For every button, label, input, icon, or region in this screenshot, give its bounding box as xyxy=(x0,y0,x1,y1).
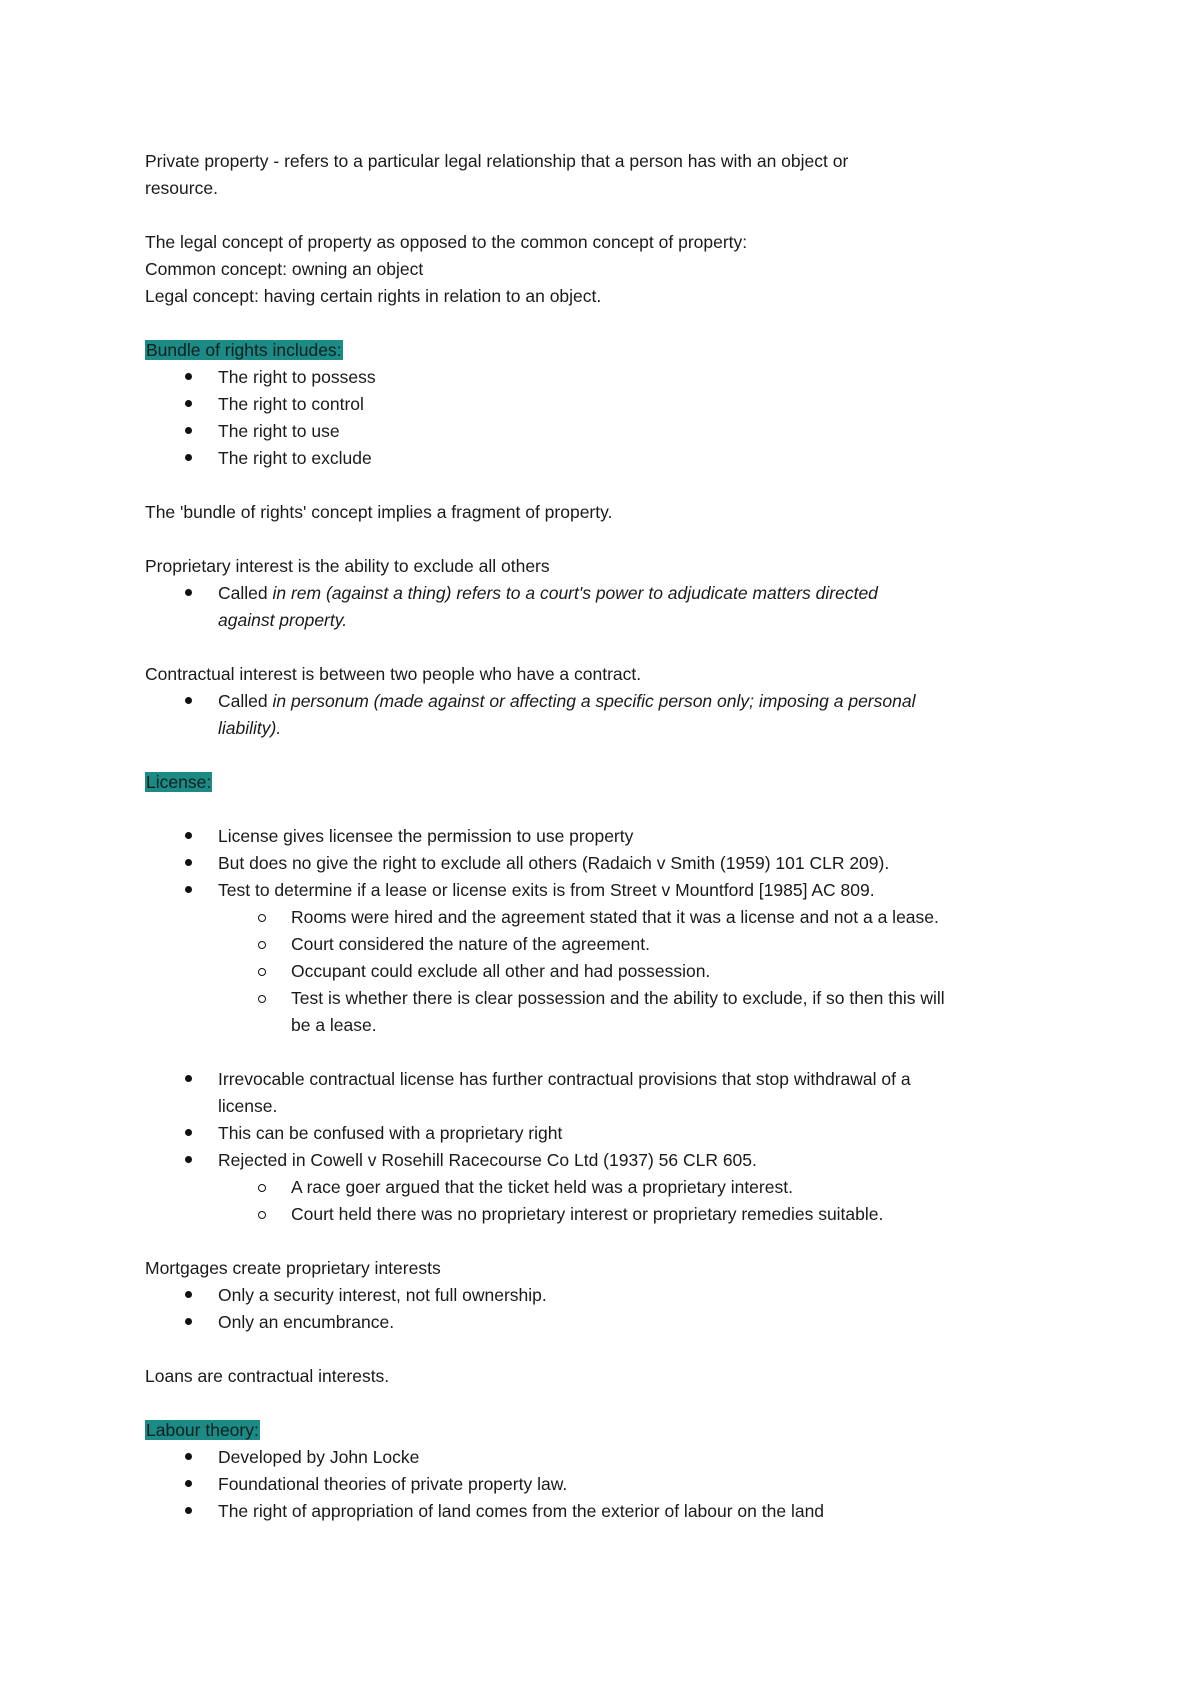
intro-line-1: Private property - refers to a particular legal relationship that a person has with an object or xyxy=(145,151,849,171)
intro-line-2: resource. xyxy=(145,178,218,198)
item-text: Irrevocable contractual license has further contractual provisions that stop withdrawal of a xyxy=(218,1069,911,1089)
list-item: This can be confused with a proprietary right xyxy=(145,1120,1075,1147)
list-item xyxy=(145,580,1075,634)
called-prefix: Called xyxy=(218,583,273,603)
sub-list-item: Court considered the nature of the agreement. xyxy=(145,931,1075,958)
bundle-list xyxy=(145,364,1075,472)
loans-line: Loans are contractual interests. xyxy=(145,1366,390,1386)
list-item: The right to exclude xyxy=(145,445,1075,472)
license-heading xyxy=(145,769,1075,796)
mortgages-list xyxy=(145,1282,1075,1336)
list-item: The right to use xyxy=(145,418,1075,445)
common-concept: Common concept: owning an object xyxy=(145,259,424,279)
list-item: Test to determine if a lease or license exits is from Street v Mountford [1985] AC 809. xyxy=(145,877,1075,904)
bundle-heading xyxy=(145,337,1075,364)
contractual-heading: Contractual interest is between two people who have a contract. xyxy=(145,664,642,684)
labour-list xyxy=(145,1444,1075,1525)
sub-list-item: A race goer argued that the ticket held was a proprietary interest. xyxy=(145,1174,1075,1201)
list-item: The right to possess xyxy=(145,364,1075,391)
list-item: Only an encumbrance. xyxy=(145,1309,1075,1336)
proprietary-heading: Proprietary interest is the ability to exclude all others xyxy=(145,556,550,576)
list-item: But does no give the right to exclude all others (Radaich v Smith (1959) 101 CLR 209). xyxy=(145,850,1075,877)
bundle-note: The 'bundle of rights' concept implies a fragment of property. xyxy=(145,502,613,522)
highlight-bundle: Bundle of rights includes: xyxy=(146,340,342,360)
contractual-list xyxy=(145,688,1075,742)
license-list-2 xyxy=(145,1066,1075,1228)
list-item: License gives licensee the permission to use property xyxy=(145,823,1075,850)
list-item xyxy=(145,688,1075,742)
list-item xyxy=(145,1066,1075,1120)
labour-heading xyxy=(145,1417,1075,1444)
legal-concept: Legal concept: having certain rights in relation to an object. xyxy=(145,286,602,306)
list-item: Rejected in Cowell v Rosehill Racecourse Co Ltd (1937) 56 CLR 605. xyxy=(145,1147,1075,1174)
list-item: The right of appropriation of land comes from the exterior of labour on the land xyxy=(145,1498,1075,1525)
sub-item-text-cont: be a lease. xyxy=(291,1015,377,1035)
in-personum-definition-cont: liability). xyxy=(218,718,282,738)
item-text-cont: license. xyxy=(218,1096,278,1116)
document-page xyxy=(145,148,1075,1525)
list-item: The right to control xyxy=(145,391,1075,418)
mortgages-heading: Mortgages create proprietary interests xyxy=(145,1258,441,1278)
in-rem-definition: in rem (against a thing) refers to a court's power to adjudicate matters directed xyxy=(272,583,878,603)
sub-item-text: Test is whether there is clear possession and the ability to exclude, if so then this will xyxy=(291,988,945,1008)
sub-list-item xyxy=(145,985,1075,1039)
sub-list-item: Rooms were hired and the agreement stated that it was a license and not a a lease. xyxy=(145,904,1075,931)
highlight-license: License: xyxy=(146,772,212,792)
proprietary-list xyxy=(145,580,1075,634)
in-rem-definition-cont: against property. xyxy=(218,610,348,630)
concept-heading: The legal concept of property as opposed to the common concept of property: xyxy=(145,232,748,252)
highlight-labour: Labour theory: xyxy=(146,1420,259,1440)
called-prefix: Called xyxy=(218,691,273,711)
list-item: Only a security interest, not full ownership. xyxy=(145,1282,1075,1309)
in-personum-definition: in personum (made against or affecting a specific person only; imposing a personal xyxy=(272,691,916,711)
license-list xyxy=(145,823,1075,1039)
list-item: Developed by John Locke xyxy=(145,1444,1075,1471)
list-item: Foundational theories of private property law. xyxy=(145,1471,1075,1498)
sub-list-item: Court held there was no proprietary interest or proprietary remedies suitable. xyxy=(145,1201,1075,1228)
sub-list-item: Occupant could exclude all other and had possession. xyxy=(145,958,1075,985)
